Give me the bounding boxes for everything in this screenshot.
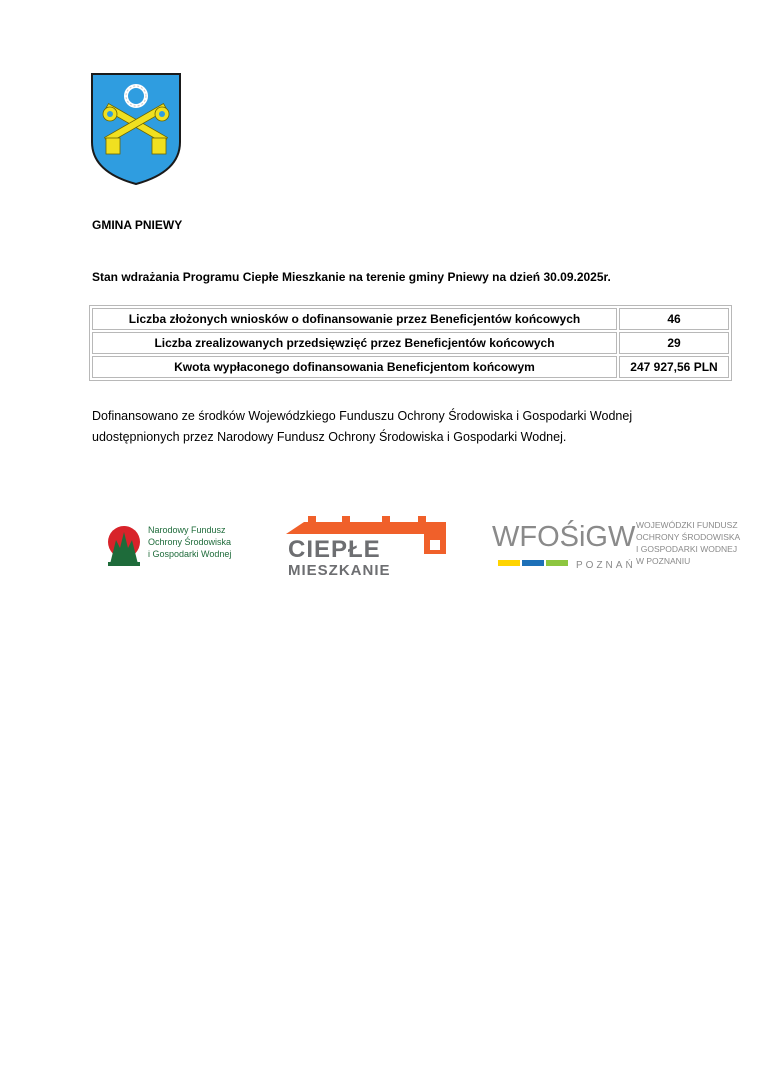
- wfos-line3: I GOSPODARKI WODNEJ: [636, 544, 738, 554]
- funding-note: Dofinansowano ze środków Wojewódzkiego Funduszu Ochrony Środowiska i Gospodarki Wodnej udostępnionych przez Narodowy Fundusz Ochrony Środowiska i Gospodarki Wodnej.: [92, 409, 633, 444]
- cieple-word2: MIESZKANIE: [288, 562, 391, 578]
- wfos-line1: WOJEWÓDZKI FUNDUSZ: [636, 520, 738, 530]
- wfos-line4: W POZNANIU: [636, 556, 691, 566]
- wfos-city: POZNAŃ: [576, 560, 636, 571]
- row-value: 29: [619, 332, 729, 354]
- document-heading: Stan wdrażania Programu Ciepłe Mieszkanie na terenie gminy Pniewy na dzień 30.09.2025r.: [92, 270, 611, 284]
- row-label: Liczba złożonych wniosków o dofinansowanie przez Beneficjentów końcowych: [92, 308, 617, 330]
- row-label: Kwota wypłaconego dofinansowania Beneficjentom końcowym: [92, 356, 617, 378]
- wfosigw-logo: [490, 516, 745, 574]
- row-value: 46: [619, 308, 729, 330]
- table-row: [92, 356, 729, 378]
- wfos-line2: OCHRONY ŚRODOWISKA: [636, 532, 741, 542]
- cieple-mieszkanie-logo: [286, 512, 450, 578]
- nfos-line1: Narodowy Fundusz: [148, 525, 226, 535]
- statistics-table: [89, 305, 732, 381]
- municipality-name: GMINA PNIEWY: [92, 218, 183, 232]
- table-row: [92, 308, 729, 330]
- coat-of-arms-logo: [90, 72, 182, 186]
- nfos-line2: Ochrony Środowiska: [148, 537, 232, 547]
- table-row: [92, 332, 729, 354]
- cieple-word1: CIEPŁE: [288, 536, 381, 563]
- wfos-acronym: WFOŚiGW: [492, 521, 636, 553]
- row-value: 247 927,56 PLN: [619, 356, 729, 378]
- row-label: Liczba zrealizowanych przedsięwzięć przez Beneficjentów końcowych: [92, 332, 617, 354]
- nfosigw-logo: [104, 518, 254, 570]
- nfos-line3: i Gospodarki Wodnej: [148, 549, 232, 559]
